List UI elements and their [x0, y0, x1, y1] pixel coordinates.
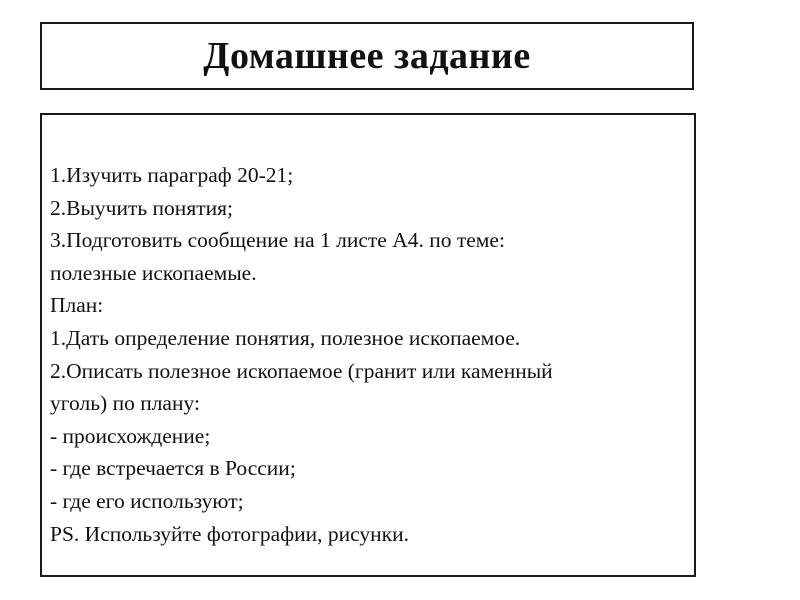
plan-bullet-origin: - происхождение; — [50, 423, 211, 448]
plan-heading: План: — [50, 293, 104, 318]
title-box — [40, 22, 694, 90]
task-line-1: 1.Изучить параграф 20-21; — [50, 163, 294, 187]
postscript-note: PS. Используйте фотографии, рисунки. — [50, 521, 410, 546]
task-line-3: 3.Подготовить сообщение на 1 листе А4. по теме: — [50, 228, 505, 253]
plan-bullet-usage: - где его используют; — [50, 488, 244, 513]
plan-item-1: 1.Дать определение понятия, полезное ископаемое. — [50, 325, 521, 350]
task-line-2: 2.Выучить понятия; — [50, 195, 233, 220]
plan-item-2: 2.Описать полезное ископаемое (гранит или каменный — [50, 358, 553, 383]
plan-bullet-location: - где встречается в России; — [50, 456, 296, 481]
task-line-3-continued: полезные ископаемые. — [50, 260, 257, 285]
assignment-box — [40, 113, 696, 577]
page-title: Домашнее задание — [203, 35, 531, 77]
plan-item-2-continued: уголь) по плану: — [50, 391, 200, 416]
